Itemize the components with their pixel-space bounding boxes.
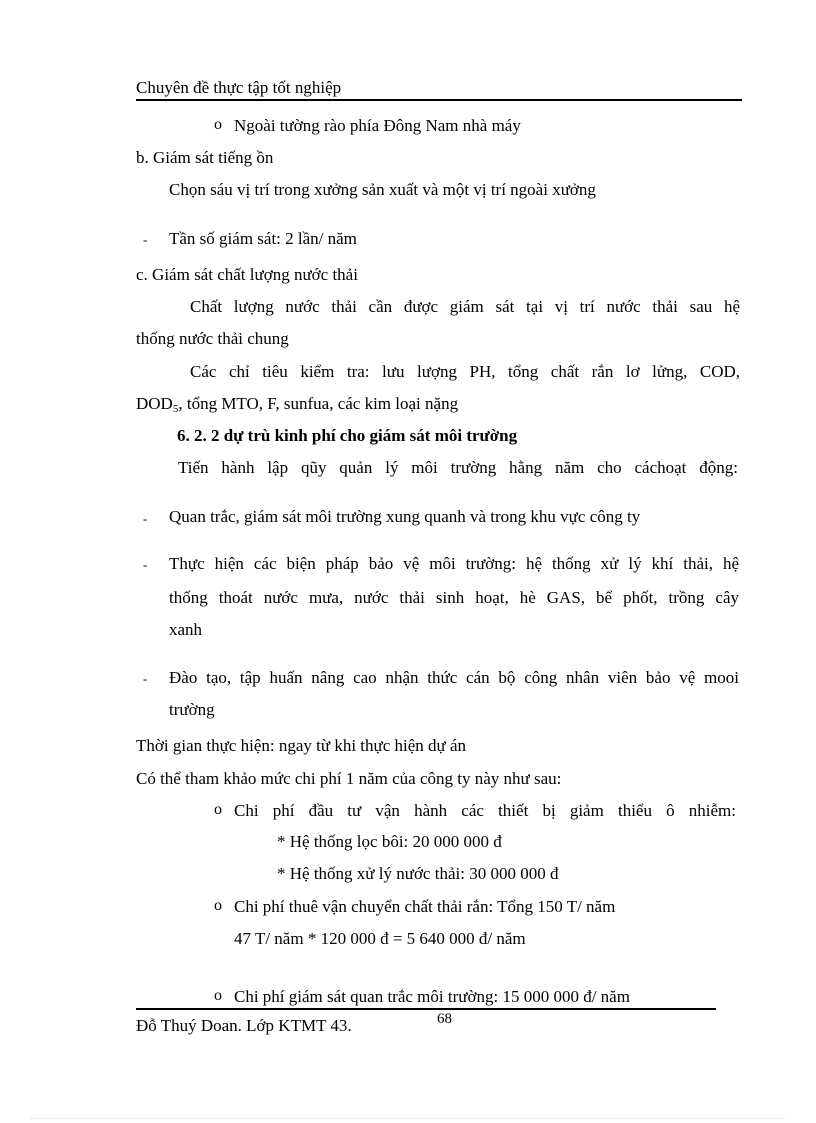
paragraph: Có thể tham khảo mức chi phí 1 năm của công ty này như sau: xyxy=(136,769,562,788)
dash-bullet-icon: - xyxy=(143,511,148,526)
header-title: Chuyên đề thực tập tốt nghiệp xyxy=(136,78,342,97)
footer-rule xyxy=(136,1008,716,1010)
footer-author: Đỗ Thuý Doan. Lớp KTMT 43. xyxy=(136,1016,352,1035)
paragraph: Chất lượng nước thải cần được giám sát tại vị trí nước thải sau hệ xyxy=(190,297,740,316)
cost-subitem: * Hệ thống xử lý nước thải: 30 000 000 đ xyxy=(277,864,559,883)
paragraph: Thời gian thực hiện: ngay từ khi thực hiện dự án xyxy=(136,736,467,755)
header-rule xyxy=(136,99,742,101)
paragraph: Các chỉ tiêu kiểm tra: lưu lượng PH, tổng chất rắn lơ lửng, COD, xyxy=(190,362,740,381)
paragraph xyxy=(136,394,458,419)
paragraph: thống nước thải chung xyxy=(136,329,289,348)
cost-subitem: * Hệ thống lọc bôi: 20 000 000 đ xyxy=(277,832,502,851)
list-item-cont: thống thoát nước mưa, nước thải sinh hoạt, hè GAS, bể phốt, trồng cây xyxy=(169,588,739,607)
cost-item: Chi phí giám sát quan trắc môi trường: 15 000 000 đ/ năm xyxy=(234,987,630,1006)
list-item: Đào tạo, tập huấn nâng cao nhận thức cán bộ công nhân viên bảo vệ mooi xyxy=(169,668,739,687)
list-item: Thực hiện các biện pháp bảo vệ môi trường: hệ thống xử lý khí thải, hệ xyxy=(169,554,739,573)
dash-bullet-icon: - xyxy=(143,232,148,247)
text-dod: DOD xyxy=(136,394,173,413)
text: , tổng MTO, F, sunfua, các kim loại nặng xyxy=(178,394,459,413)
list-item-cont: xanh xyxy=(169,620,203,639)
section-heading: 6. 2. 2 dự trù kinh phí cho giám sát môi trường xyxy=(177,426,518,445)
cost-item: Chi phí thuê vận chuyển chất thải rắn: Tổng 150 T/ năm xyxy=(234,897,616,916)
list-item: Quan trắc, giám sát môi trường xung quanh và trong khu vực công ty xyxy=(169,507,641,526)
circle-bullet-icon: o xyxy=(214,987,222,1004)
paragraph: Chọn sáu vị trí trong xưởng sản xuất và một vị trí ngoài xưởng xyxy=(169,180,596,199)
list-item: Tần số giám sát: 2 lần/ năm xyxy=(169,229,357,248)
dash-bullet-icon: - xyxy=(143,557,148,572)
subscript: 5 xyxy=(172,403,179,415)
subheading-water: c. Giám sát chất lượng nước thải xyxy=(136,265,358,284)
dash-bullet-icon: - xyxy=(143,671,148,686)
list-item-cont: trường xyxy=(169,700,215,719)
page-edge-divider xyxy=(30,1118,786,1119)
cost-calculation: 47 T/ năm * 120 000 đ = 5 640 000 đ/ năm xyxy=(234,929,526,948)
circle-bullet-icon: o xyxy=(214,897,222,914)
circle-bullet-icon: o xyxy=(214,801,222,818)
cost-item: Chi phí đầu tư vận hành các thiết bị giảm thiểu ô nhiễm: xyxy=(234,801,736,820)
paragraph: Tiến hành lập qũy quản lý môi trường hằng năm cho cáchoạt động: xyxy=(178,458,738,477)
page-number: 68 xyxy=(437,1011,452,1027)
subheading-noise: b. Giám sát tiếng ồn xyxy=(136,148,274,167)
paragraph: Ngoài tường rào phía Đông Nam nhà máy xyxy=(234,116,521,135)
circle-bullet-icon: o xyxy=(214,116,222,133)
